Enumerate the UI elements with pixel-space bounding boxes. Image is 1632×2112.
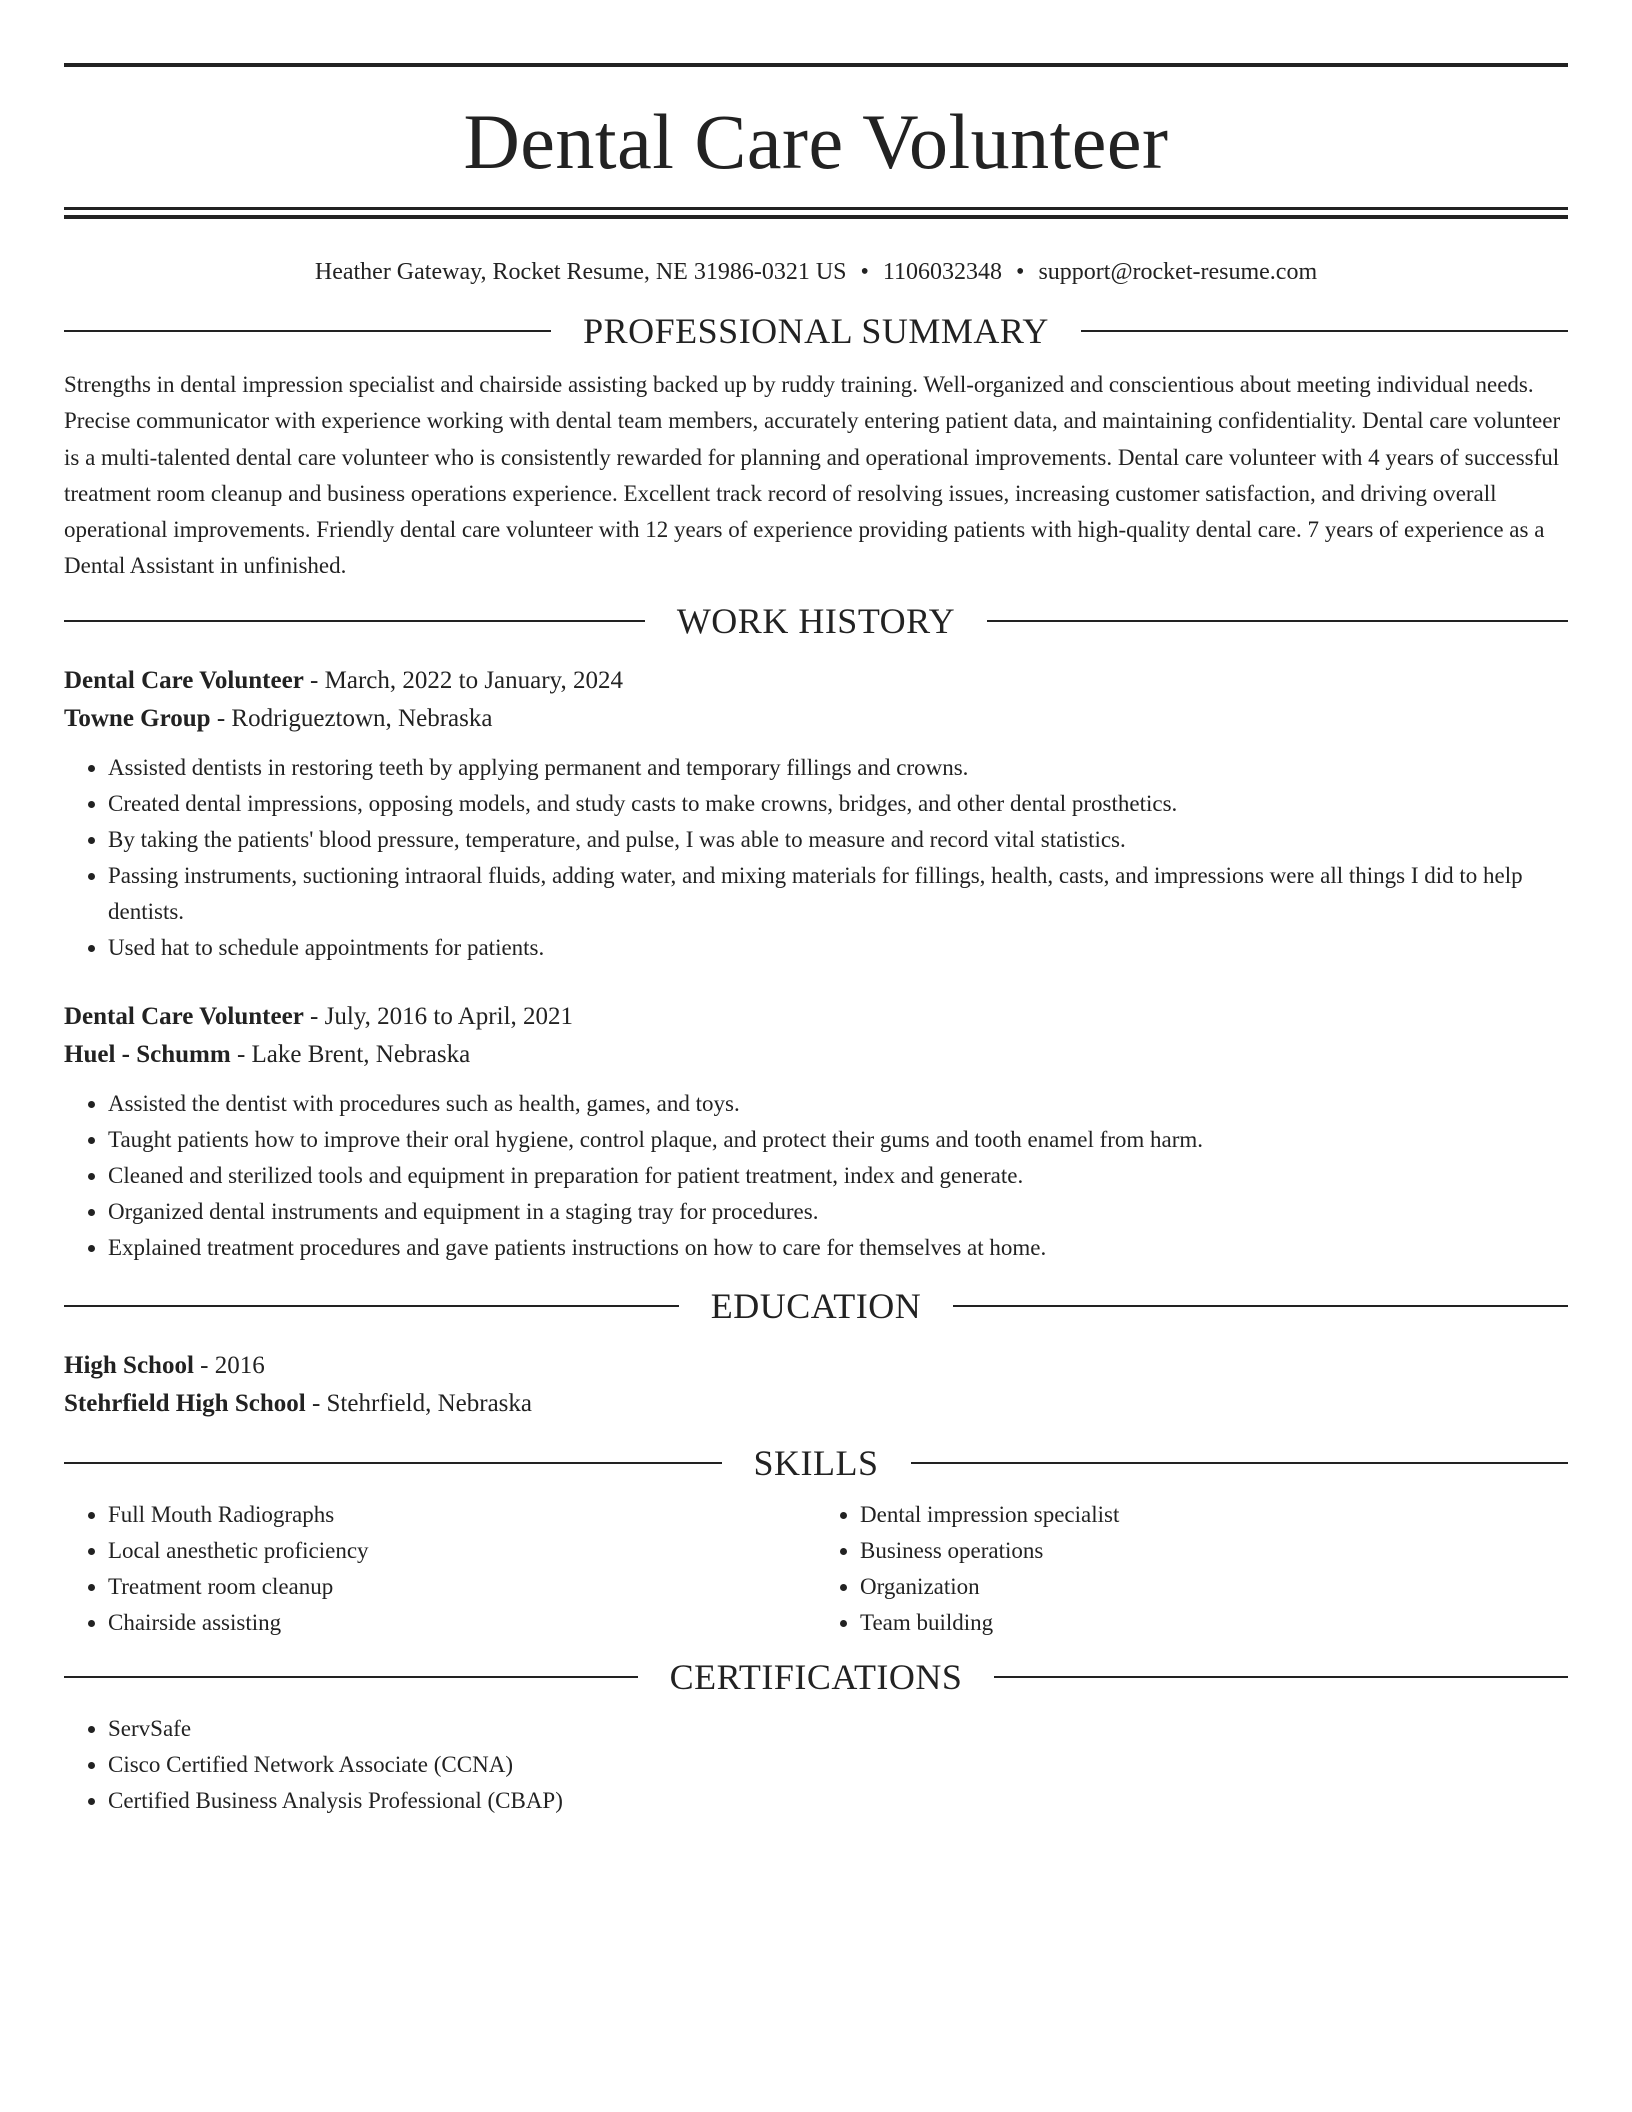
job-title: Dental Care Volunteer <box>64 1002 304 1030</box>
job-company: Huel - Schumm <box>64 1040 231 1068</box>
section-title: WORK HISTORY <box>676 600 956 641</box>
heading-rule <box>64 330 551 332</box>
top-rule <box>64 63 1568 67</box>
skills-list-right <box>816 1497 1568 1641</box>
job-company-line <box>64 700 1568 738</box>
certifications-list <box>64 1711 1568 1819</box>
skill-item: • Business operations <box>860 1533 1568 1569</box>
job-location: - Lake Brent, Nebraska <box>230 1040 471 1068</box>
education-degree-line <box>64 1347 1568 1385</box>
job-title-line <box>64 662 1568 700</box>
skill-item: • Team building <box>860 1605 1568 1641</box>
job-title-line <box>64 998 1568 1036</box>
resume-name: Dental Care Volunteer <box>463 98 1169 185</box>
job-bullets <box>64 750 1568 966</box>
contact-email: support@rocket-resume.com <box>1038 259 1318 285</box>
skill-item: • Full Mouth Radiographs <box>108 1497 816 1533</box>
heading-rule <box>953 1305 1568 1307</box>
section-title: CERTIFICATIONS <box>669 1656 963 1697</box>
job-company-line <box>64 1036 1568 1074</box>
job-title: Dental Care Volunteer <box>64 666 304 694</box>
job-location: - Rodrigueztown, Nebraska <box>210 704 493 732</box>
heading-rule <box>1081 330 1568 332</box>
education-location: - Stehrfield, Nebraska <box>305 1389 532 1417</box>
skill-item: • Local anesthetic proficiency <box>108 1533 816 1569</box>
education-school: Stehrfield High School <box>64 1389 306 1417</box>
section-heading-summary <box>64 309 1568 353</box>
section-title: SKILLS <box>753 1442 879 1483</box>
job-company: Towne Group <box>64 704 211 732</box>
education-entry <box>64 1347 1568 1423</box>
certification-item: • Cisco Certified Network Associate (CCNA) <box>108 1747 1568 1783</box>
section-heading-education <box>64 1284 1568 1328</box>
list-item: • Explained treatment procedures and gave patients instructions on how to care for themselves at home. <box>108 1230 1568 1266</box>
section-heading-work <box>64 599 1568 643</box>
double-rule <box>64 207 1568 219</box>
heading-rule <box>994 1676 1568 1678</box>
heading-rule <box>64 1462 722 1464</box>
skill-item: • Chairside assisting <box>108 1605 816 1641</box>
job-bullets <box>64 1086 1568 1266</box>
contact-separator: • <box>860 259 869 285</box>
list-item: • Used hat to schedule appointments for patients. <box>108 930 1568 966</box>
list-item: • Passing instruments, suctioning intraoral fluids, adding water, and mixing materials for fillings, health, casts, and impressions were all things I did to help dentists. <box>108 858 1568 930</box>
certification-item: • Certified Business Analysis Professional (CBAP) <box>108 1783 1568 1819</box>
job-entry <box>64 998 1568 1266</box>
heading-rule <box>987 620 1568 622</box>
list-item: • Cleaned and sterilized tools and equipment in preparation for patient treatment, index and generate. <box>108 1158 1568 1194</box>
contact-address: Heather Gateway, Rocket Resume, NE 31986-0321 US <box>314 259 847 285</box>
heading-rule <box>64 1305 679 1307</box>
list-item: • By taking the patients' blood pressure, temperature, and pulse, I was able to measure and record vital statistics. <box>108 822 1568 858</box>
skill-item: • Treatment room cleanup <box>108 1569 816 1605</box>
certification-item: • ServSafe <box>108 1711 1568 1747</box>
section-heading-certifications <box>64 1655 1568 1699</box>
section-title: PROFESSIONAL SUMMARY <box>583 311 1049 351</box>
education-year: - 2016 <box>193 1351 265 1379</box>
heading-rule <box>911 1462 1569 1464</box>
education-degree: High School <box>64 1351 194 1379</box>
list-item: • Taught patients how to improve their oral hygiene, control plaque, and protect their gums and tooth enamel from harm. <box>108 1122 1568 1158</box>
job-dates: - July, 2016 to April, 2021 <box>303 1002 574 1030</box>
list-item: • Assisted the dentist with procedures such as health, games, and toys. <box>108 1086 1568 1122</box>
contact-separator: • <box>1016 259 1025 285</box>
job-dates: - March, 2022 to January, 2024 <box>303 666 623 694</box>
education-school-line <box>64 1385 1568 1423</box>
list-item: • Assisted dentists in restoring teeth by applying permanent and temporary fillings and crowns. <box>108 750 1568 786</box>
contact-phone: 1106032348 <box>882 259 1003 285</box>
skill-item: • Dental impression specialist <box>860 1497 1568 1533</box>
list-item: • Organized dental instruments and equipment in a staging tray for procedures. <box>108 1194 1568 1230</box>
list-item: • Created dental impressions, opposing models, and study casts to make crowns, bridges, and other dental prosthetics. <box>108 786 1568 822</box>
summary-text: Strengths in dental impression specialist and chairside assisting backed up by ruddy training. Well-organized and conscientious about meeting individual needs. Precise communicator with experience working with dental team members, accurately entering patient data, and maintaining confidentiality. Dental care volunteer is a multi-talented dental care volunteer who is consistently rewarded for planning and operational improvements. Dental care volunteer with 4 years of successful treatment room cleanup and business operations experience. Excellent track record of resolving issues, increasing customer satisfaction, and driving overall operational improvements. Friendly dental care volunteer with 12 years of experience providing patients with high-quality dental care. 7 years of experience as a Dental Assistant in unfinished. <box>64 372 1561 579</box>
skills-columns <box>64 1497 1568 1641</box>
job-entry <box>64 662 1568 966</box>
heading-rule <box>64 620 645 622</box>
contact-line <box>64 255 1568 289</box>
skills-list-left <box>64 1497 816 1641</box>
skill-item: • Organization <box>860 1569 1568 1605</box>
section-title: EDUCATION <box>710 1285 922 1326</box>
heading-rule <box>64 1676 638 1678</box>
section-heading-skills <box>64 1441 1568 1485</box>
